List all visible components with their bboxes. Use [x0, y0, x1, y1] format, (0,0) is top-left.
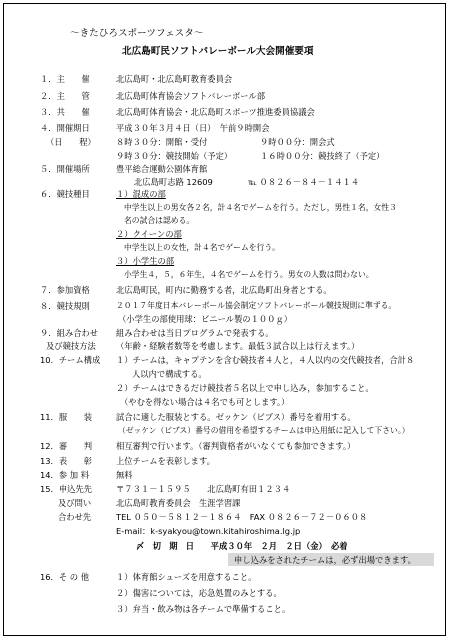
label-inquiry-1: 及び問い — [58, 498, 92, 508]
team-rule-1b: 人以内で構成する。 — [132, 369, 207, 379]
category-mixed-text-2: 名の試合は認める。 — [124, 216, 195, 225]
label-fee: 14．参 加 料 — [40, 470, 90, 480]
label-cosponsor: ３．共 催 — [40, 107, 90, 117]
management-text: 北広島町体育協会ソフトバレーボール部 — [116, 91, 266, 101]
schedule-reception: ８時３０分：開館・受付 — [116, 137, 208, 147]
label-eligibility: ７．参加資格 — [40, 285, 90, 295]
label-venue: ５．開催場所 — [40, 164, 90, 174]
label-awards: 13．表 彰 — [40, 456, 93, 466]
label-events: ６．競技種目 — [40, 189, 90, 199]
attire-note: （ゼッケン（ビブス）番号の借用を希望するチームは申込用紙に記入して下さい。） — [118, 426, 410, 435]
eligibility-text: 北広島町民，町内に勤務する者，北広島町出身者とする。 — [116, 285, 332, 295]
bracket-text: 組み合わせは当日プログラムで発表する。 — [116, 328, 274, 338]
other-item-1: １）体育館シューズを用意すること。 — [116, 572, 257, 582]
category-elementary-text: 小学生４，５，６年生，４名でゲームを行う。男女の人数は問わない。 — [124, 270, 374, 279]
participation-notice: 申し込みをされたチームは，必ず出場できます。 — [234, 555, 416, 565]
bracket-note: （年齢・経験者数等を考慮します。最低３試合以上は行えます。） — [116, 341, 360, 351]
application-deadline: 〆 切 期 日 平成３０年 ２月 ２日（金） 必着 — [136, 541, 348, 551]
contact-tel-fax: TEL ０５０－５８１２－１８６４ FAX ０８２６－７２－０６０８ — [116, 512, 368, 522]
venue-name: 豊平総合運動公園体育館 — [116, 164, 208, 174]
label-team: 10．チーム構成 — [40, 355, 101, 365]
schedule-opening: ９時００分：開会式 — [260, 137, 335, 147]
team-rule-2b: （やむを得ない場合は４名でも可とします。） — [120, 397, 290, 407]
awards-text: 上位チームを表彰します。 — [116, 456, 215, 466]
label-management: ２．主 管 — [40, 91, 90, 101]
category-queen-text: 中学生以上の女性，計４名でゲームを行う。 — [124, 243, 280, 252]
other-item-2: ２）傷害については，応急処置のみとする。 — [116, 588, 282, 598]
venue-tel: ℡ ０８２６－８４－１４１４ — [248, 177, 360, 187]
label-inquiry-2: 合わせ先 — [58, 512, 92, 522]
schedule-end: １６時００分：競技終了（予定） — [260, 151, 385, 161]
contact-office: 北広島町教育委員会 生涯学習課 — [116, 498, 241, 508]
label-organizer: １．主 催 — [40, 74, 90, 84]
other-item-3: ３）弁当・飲み物は各チームで準備すること。 — [116, 604, 291, 614]
event-subtitle: ～きたひろスポーツフェスタ～ — [70, 28, 204, 39]
category-elementary-title: ３）小学生の部 — [116, 256, 175, 266]
event-date: 平成３０年３月４日（日） 午前９時開会 — [116, 123, 270, 133]
document-title: 北広島町民ソフトバレーボール大会開催要項 — [122, 46, 314, 57]
label-schedule: （日 程） — [46, 137, 96, 147]
schedule-start: ９時３０分：競技開始（予定） — [116, 151, 233, 161]
category-mixed-text-1: 中学生以上の男女各２名，計４名でゲームを行う。ただし，男性１名，女性３ — [124, 203, 397, 212]
category-queen-title: ２）クイーンの部 — [116, 229, 182, 239]
category-mixed-title: １）混成の部 — [116, 189, 166, 199]
cosponsor-text: 北広島町体育協会・北広島町スポーツ推進委員協議会 — [116, 107, 315, 117]
team-rule-1a: １）チームは，キャプテンを含む競技者４人と，４人以内の交代競技者，合計８ — [116, 355, 415, 365]
label-date: ４．開催期日 — [40, 123, 90, 133]
label-bracket-method: 及び競技方法 — [46, 341, 96, 351]
organizer-text: 北広島町・北広島町教育委員会 — [116, 74, 233, 84]
label-referee: 12．審 判 — [40, 441, 93, 451]
fee-text: 無料 — [116, 470, 133, 480]
venue-address: 北広島町志路 12609 — [134, 177, 213, 187]
attire-text: 試合に適した服装とする。ゼッケン（ビブス）番号を着用する。 — [116, 412, 356, 422]
label-bracket: ９．組み合わせ — [40, 328, 99, 338]
team-rule-2a: ２）チームはできるだけ競技者５名以上で申し込み，参加すること。 — [116, 383, 374, 393]
contact-postal: 〒７３１－１５９５ 北広島町有田１２３４ — [116, 484, 291, 494]
label-rules: ８．競技規則 — [40, 301, 90, 311]
label-other: 16．そ の 他 — [40, 572, 90, 582]
referee-text: 相互審判で行います。（審判資格者がいなくても参加できます。） — [116, 441, 356, 451]
rules-text: ２０１７年度日本バレーボール協会制定ソフトバレーボール競技規則に準ずる。 — [116, 301, 397, 310]
label-application: 15．申込先先 — [40, 484, 93, 494]
document-page — [3, 3, 446, 636]
contact-email: E-mail：k-syakyou@town.kitahiroshima.lg.jp — [116, 526, 301, 536]
label-attire: 11．服 装 — [40, 412, 93, 422]
rules-ball-note: （小学生の部使用球：ビニール製の１００ｇ） — [118, 314, 293, 324]
